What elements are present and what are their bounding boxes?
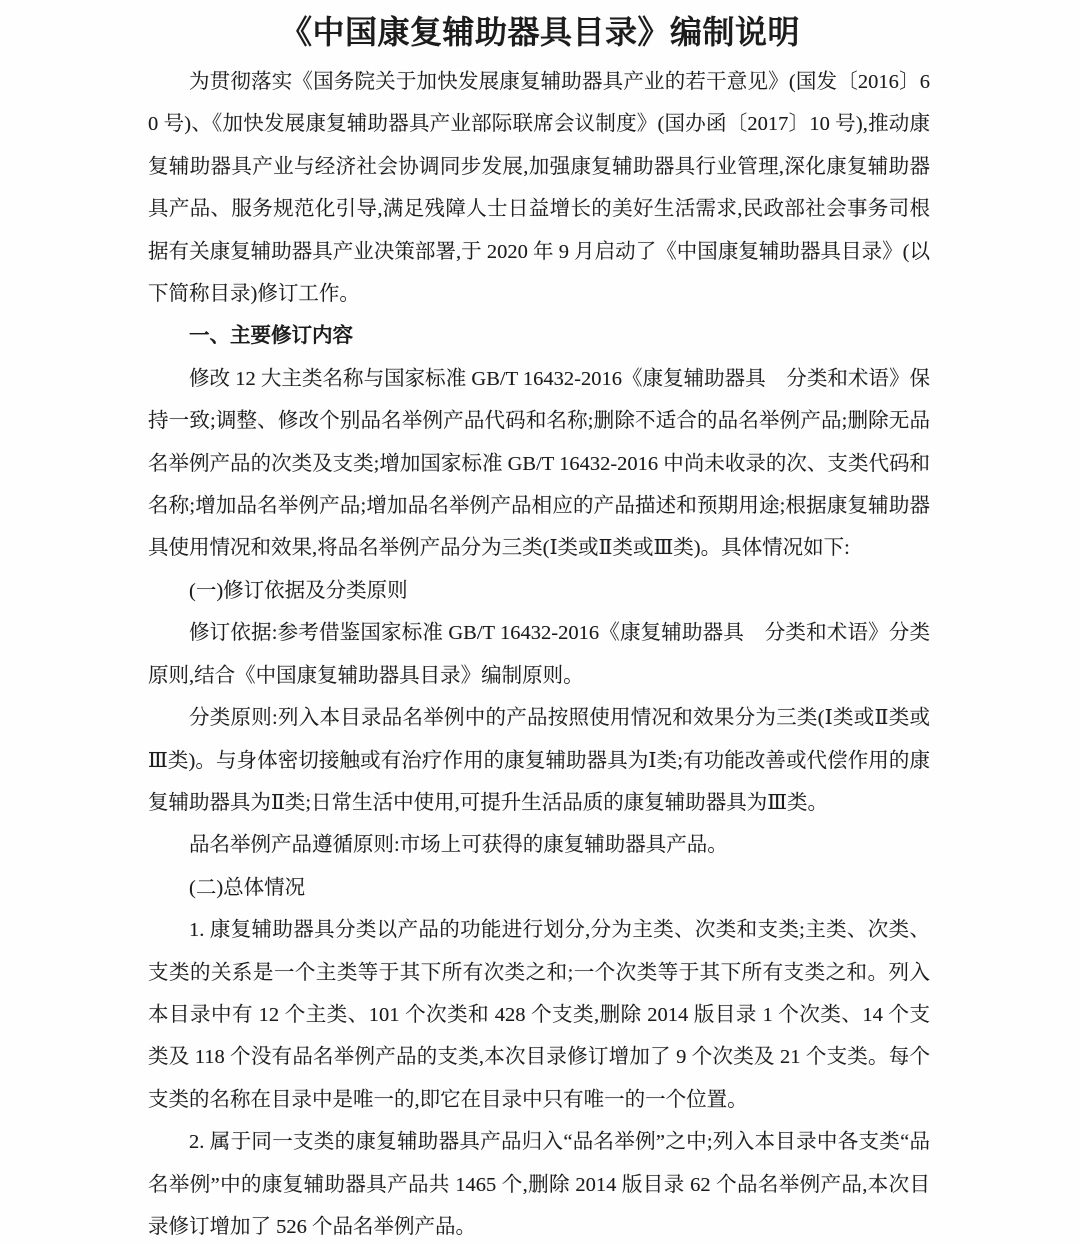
document-title: 《中国康复辅助器具目录》编制说明 [279, 14, 800, 50]
paragraph-overall-classification: 1. 康复辅助器具分类以产品的功能进行划分,分为主类、次类和支类;主类、次类、支类的关系是一个主类等于其下所有次类之和;一个次类等于其下所有支类之和。列入本目录中有 12 个主类、101 个次类和 428 个支类,删除 2014 版目录 1 个次类、14 个支类及 118 个没有品名举例产品的支类,本次目录修订增加了 9 个次类及 21 个支类。每个支类的名称在目录中是唯一的,即它在目录中只有唯一的一个位置。 [148, 919, 930, 1111]
paragraph-intro: 为贯彻落实《国务院关于加快发展康复辅助器具产业的若干意见》(国发〔2016〕60 号)、《加快发展康复辅助器具产业部际联席会议制度》(国办函〔2017〕10 号),推动康复辅助器具产业与经济社会协调同步发展,加强康复辅助器具行业管理,深化康复辅助器具产品、服务规范化引导,满足残障人士日益增长的美好生活需求,民政部社会事务司根据有关康复辅助器具产业决策部署,于 2020 年 9 月启动了《中国康复辅助器具目录》(以下简称目录)修订工作。 [148, 71, 930, 306]
paragraph-revision-basis: 修订依据:参考借鉴国家标准 GB/T 16432-2016《康复辅助器具 分类和术语》分类原则,结合《中国康复辅助器具目录》编制原则。 [148, 622, 930, 687]
heading-main-revisions: 一、主要修订内容 [189, 325, 353, 348]
subheading-basis-and-principles: (一)修订依据及分类原则 [189, 579, 408, 602]
paragraph-overall-product-examples: 2. 属于同一支类的康复辅助器具产品归入“品名举例”之中;列入本目录中各支类“品名举例”中的康复辅助器具产品共 1465 个,删除 2014 版目录 62 个品名举例产品,本次目录修订增加了 526 个品名举例产品。 [148, 1131, 930, 1238]
paragraph-revision-summary: 修改 12 大主类名称与国家标准 GB/T 16432-2016《康复辅助器具 分类和术语》保持一致;调整、修改个别品名举例产品代码和名称;删除不适合的品名举例产品;删除无品名举例产品的次类及支类;增加国家标准 GB/T 16432-2016 中尚未收录的次、支类代码和名称;增加品名举例产品;增加品名举例产品相应的产品描述和预期用途;根据康复辅助器具使用情况和效果,将品名举例产品分为三类(Ⅰ类或Ⅱ类或Ⅲ类)。具体情况如下: [148, 367, 930, 560]
paragraph-product-example-principle: 品名举例产品遵循原则:市场上可获得的康复辅助器具产品。 [189, 834, 728, 857]
document-body [148, 61, 930, 1244]
subheading-overall-situation: (二)总体情况 [189, 876, 306, 899]
paragraph-classification-principle: 分类原则:列入本目录品名举例中的产品按照使用情况和效果分为三类(Ⅰ类或Ⅱ类或Ⅲ类)。与身体密切接触或有治疗作用的康复辅助器具为Ⅰ类;有功能改善或代偿作用的康复辅助器具为Ⅱ类;日常生活中使用,可提升生活品质的康复辅助器具为Ⅲ类。 [148, 707, 930, 814]
